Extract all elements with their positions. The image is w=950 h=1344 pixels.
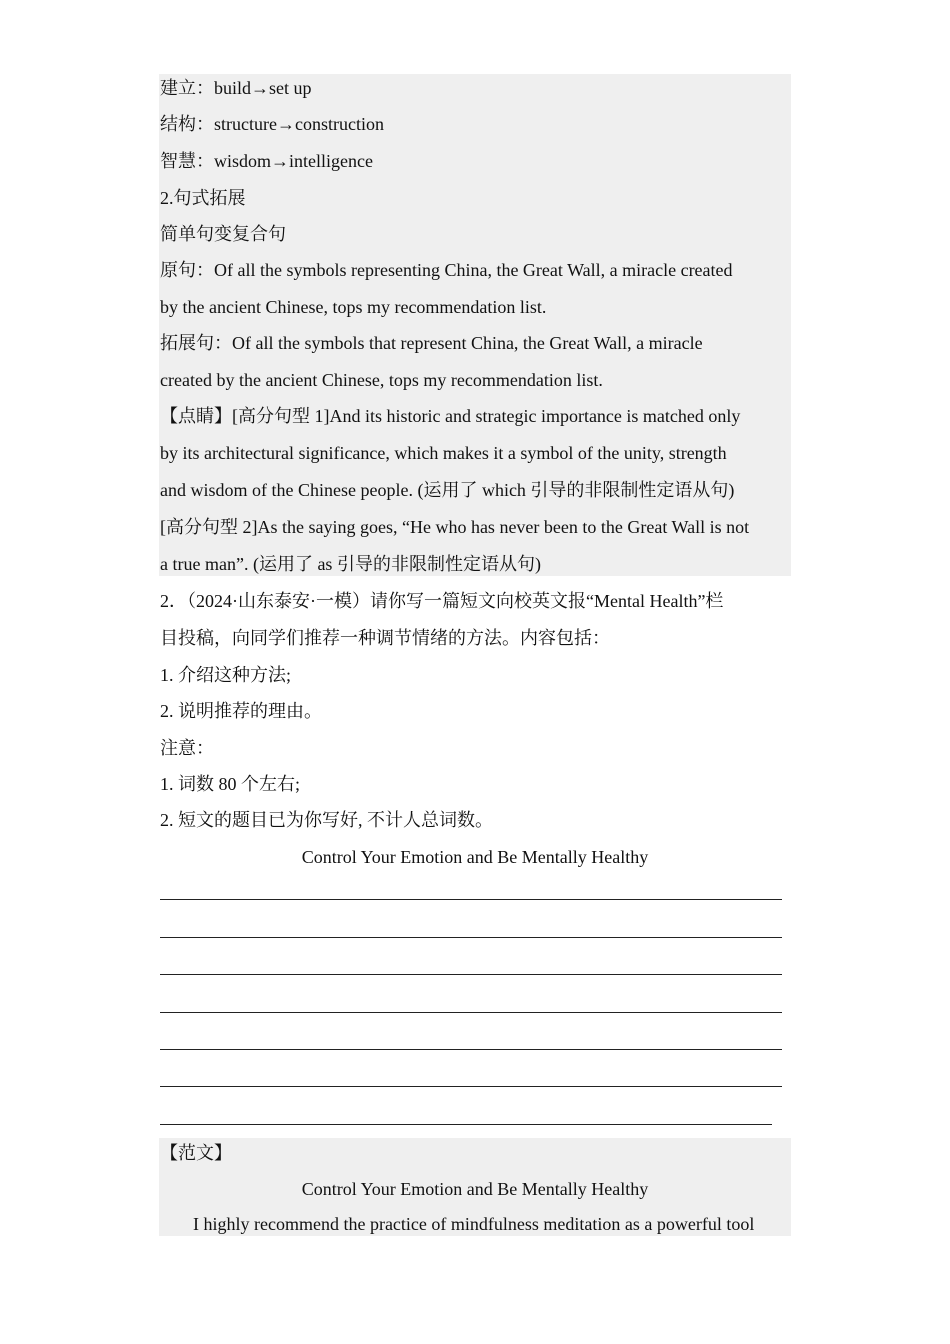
highlight-line: and wisdom of the Chinese people. (运用了 which 引导的非限制性定语从句) bbox=[160, 480, 735, 500]
note-item: 1. 词数 80 个左右; bbox=[160, 774, 301, 794]
writing-line[interactable] bbox=[160, 1124, 772, 1125]
sample-label: 【范文】 bbox=[160, 1143, 232, 1163]
writing-line[interactable] bbox=[160, 1049, 782, 1050]
requirement-item: 1. 介绍这种方法; bbox=[160, 665, 292, 685]
writing-line[interactable] bbox=[160, 1012, 782, 1013]
task-prompt-line: 目投稿，向同学们推荐一种调节情绪的方法。内容包括： bbox=[160, 628, 610, 648]
original-sentence-line: 原句：Of all the symbols representing China, the Great Wall, a miracle created bbox=[160, 260, 733, 280]
sample-title: Control Your Emotion and Be Mentally Healthy bbox=[301, 1179, 649, 1199]
expanded-sentence-line: created by the ancient Chinese, tops my recommendation list. bbox=[160, 370, 603, 390]
writing-line[interactable] bbox=[160, 899, 782, 900]
section-heading: 2.句式拓展 bbox=[160, 188, 246, 208]
vocab-line: 智慧：wisdom→intelligence bbox=[160, 151, 373, 171]
writing-line[interactable] bbox=[160, 937, 782, 938]
expanded-sentence-line: 拓展句：Of all the symbols that represent China, the Great Wall, a miracle bbox=[160, 333, 703, 353]
task-prompt-line: 2．（2024·山东泰安·一模）请你写一篇短文向校英文报“Mental Health”栏 bbox=[160, 591, 724, 611]
note-item: 2. 短文的题目已为你写好, 不计人总词数。 bbox=[160, 810, 493, 830]
highlight-line: a true man”. (运用了 as 引导的非限制性定语从句) bbox=[160, 554, 541, 574]
highlight-line: 【点睛】[高分句型 1]And its historic and strategic importance is matched only bbox=[160, 406, 741, 426]
highlight-line: by its architectural significance, which makes it a symbol of the unity, strength bbox=[160, 443, 727, 463]
highlight-line: [高分句型 2]As the saying goes, “He who has never been to the Great Wall is not bbox=[160, 517, 750, 537]
requirement-item: 2. 说明推荐的理由。 bbox=[160, 701, 322, 721]
writing-line[interactable] bbox=[160, 1086, 782, 1087]
original-sentence-line: by the ancient Chinese, tops my recommendation list. bbox=[160, 297, 547, 317]
notes-label: 注意： bbox=[160, 738, 214, 758]
section-subheading: 简单句变复合句 bbox=[160, 224, 286, 244]
sample-first-line: I highly recommend the practice of mindfulness meditation as a powerful tool bbox=[193, 1214, 755, 1234]
writing-line[interactable] bbox=[160, 974, 782, 975]
vocab-line: 建立：build→set up bbox=[160, 78, 312, 98]
vocab-line: 结构：structure→construction bbox=[160, 114, 384, 134]
essay-title: Control Your Emotion and Be Mentally Healthy bbox=[301, 847, 649, 867]
